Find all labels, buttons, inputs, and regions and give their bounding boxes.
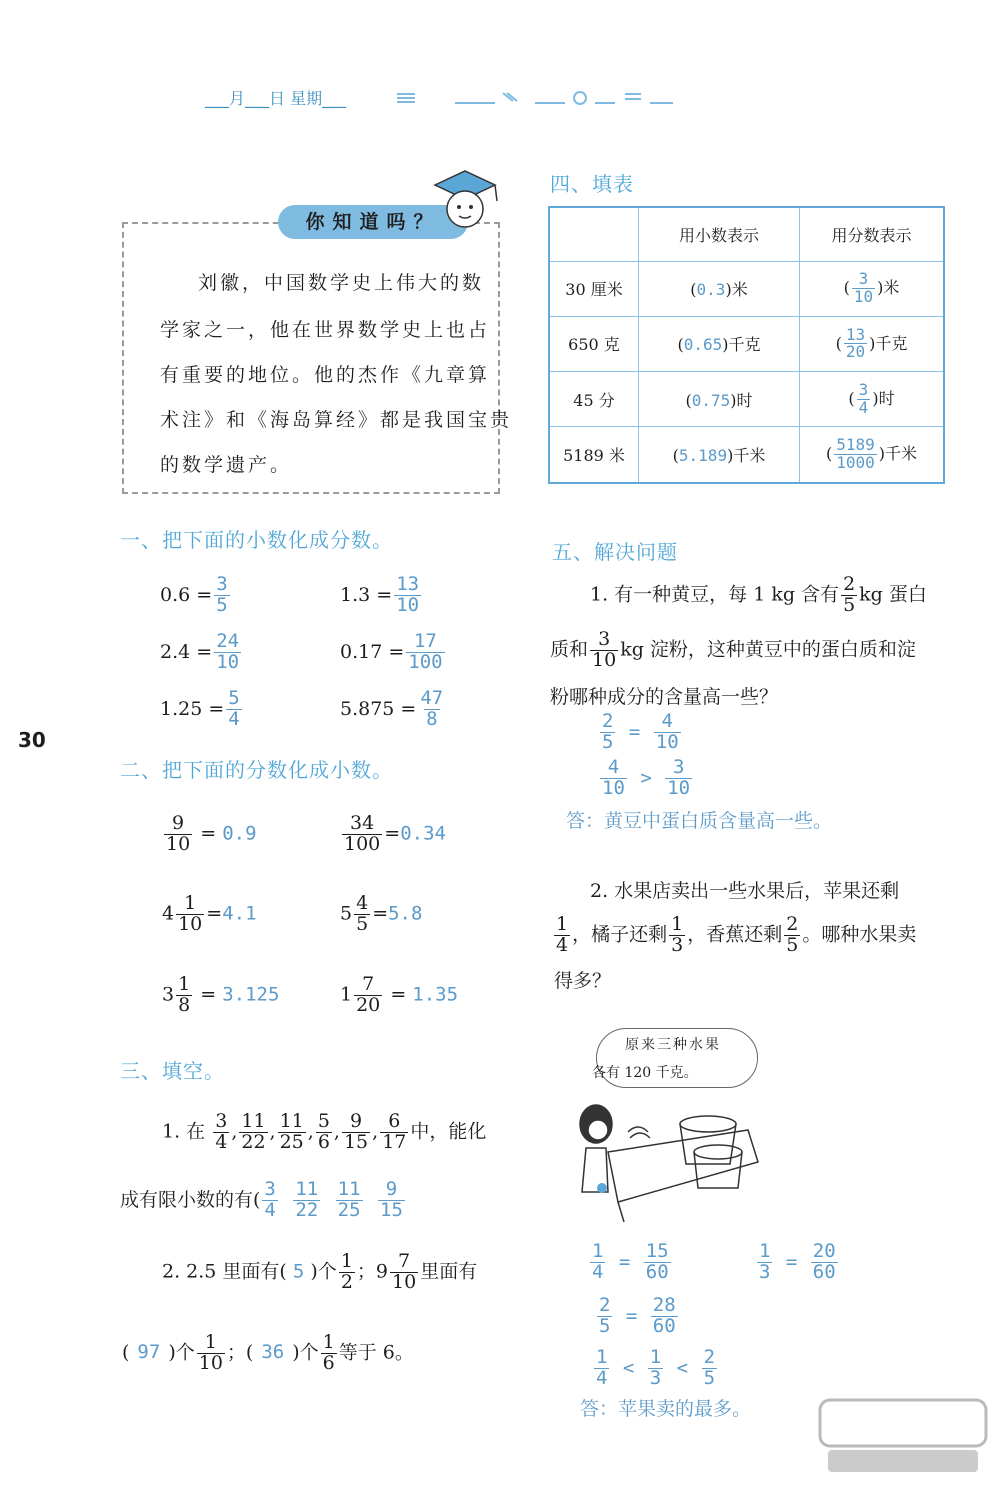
section-1-title: 一、把下面的小数化成分数。 <box>120 528 393 552</box>
s2-item-6: 1 $\frac{7}{20}$ = 1.35 <box>340 973 459 1016</box>
box-line-4: 术注》和《海岛算经》都是我国宝贵 <box>160 409 513 431</box>
s5-problem-1-line-3: 粉哪种成分的含量高一些？ <box>550 686 779 708</box>
s2-item-1: $\frac{9}{10}$ = 0.9 <box>166 812 257 855</box>
scholar-mascot-icon <box>425 163 505 233</box>
s5-problem-2-work-3: $\frac{2}{5}$ = $\frac{28}{60}$ <box>599 1294 676 1337</box>
s5-problem-1-work-2: $\frac{4}{10}$ > $\frac{3}{10}$ <box>602 756 691 799</box>
section-5-title: 五、解决问题 <box>552 540 678 564</box>
did-you-know-title: 你知道吗？ <box>278 205 468 239</box>
s5-problem-1-answer: 答：黄豆中蛋白质含量高一些。 <box>566 810 833 832</box>
table-row-label: 5189 米 <box>549 427 639 483</box>
fruit-shop-illustration <box>568 1092 768 1222</box>
s1-item-4: 0.17 = $\frac{17}{100}$ <box>340 630 443 673</box>
table-header-fraction: 用分数表示 <box>800 207 945 261</box>
s5-problem-2-work-1: $\frac{1}{4}$ = $\frac{15}{60}$ <box>592 1240 669 1283</box>
s2-item-3: 4 $\frac{1}{10}$ =4.1 <box>162 892 257 935</box>
s5-problem-2-work-4: $\frac{1}{4}$ < $\frac{1}{3}$ < $\frac{2}{5}$ <box>596 1346 716 1389</box>
section-3-title: 三、填空。 <box>120 1059 225 1083</box>
table-row-fraction: ( $\frac{3}{10}$ )米 <box>800 261 945 316</box>
section-2-title: 二、把下面的分数化成小数。 <box>120 758 393 782</box>
s1-item-1: 0.6 = $\frac{3}{5}$ <box>160 573 228 616</box>
s5-problem-1-work-1: $\frac{2}{5}$ = $\frac{4}{10}$ <box>602 710 679 753</box>
s5-problem-2-line-3: 得多？ <box>554 970 612 992</box>
table-row-decimal: (5.189)千米 <box>639 427 800 483</box>
table-row-fraction: ( $\frac{13}{20}$ )千克 <box>800 316 945 371</box>
box-line-1: 刘徽，中国数学史上伟大的数 <box>198 272 485 294</box>
box-line-3: 有重要的地位。他的杰作《九章算 <box>160 364 491 386</box>
s5-problem-1-line-2: 质和 $\frac{3}{10}$ kg 淀粉，这种黄豆中的蛋白质和淀 <box>550 628 916 671</box>
table-row-decimal: (0.3)米 <box>639 261 800 316</box>
s5-problem-1-line-1: 1. 有一种黄豆，每 1 kg 含有 $\frac{2}{5}$ kg 蛋白 <box>590 573 927 616</box>
s5-problem-2-work-2: $\frac{1}{3}$ = $\frac{20}{60}$ <box>759 1240 836 1283</box>
s2-item-5: 3 $\frac{1}{8}$ = 3.125 <box>162 973 280 1016</box>
table-row-fraction: ( $\frac{5189}{1000}$ )千米 <box>800 427 945 483</box>
s1-item-2: 1.3 = $\frac{13}{10}$ <box>340 573 420 616</box>
s1-item-3: 2.4 = $\frac{24}{10}$ <box>160 630 240 673</box>
s3-question-2-line-2: ( 97 )个 $\frac{1}{10}$ ；( 36 )个 $\frac{1}{6}$ 等于 6。 <box>122 1331 414 1374</box>
s2-item-4: 5 $\frac{4}{5}$ =5.8 <box>340 892 423 935</box>
page-number: 30 <box>18 728 46 752</box>
table-row-label: 45 分 <box>549 372 639 427</box>
s5-problem-2-answer: 答：苹果卖的最多。 <box>580 1398 752 1420</box>
speech-bubble-line-2: 各有 120 千克。 <box>592 1065 698 1081</box>
table-row-label: 30 厘米 <box>549 261 639 316</box>
header-decoration <box>385 90 675 104</box>
table-row-fraction: ( $\frac{3}{4}$ )时 <box>800 372 945 427</box>
table-row-label: 650 克 <box>549 316 639 371</box>
speech-bubble-line-1: 原来三种水果 <box>625 1037 721 1053</box>
s3-question-1-line-1: 1. 在 $\frac{3}{4}$ , $\frac{11}{22}$ , $\frac{11}{25}$ , $\frac{5}{6}$ , $\frac{9}{15}$ , $\frac{6}{17}$ 中，能化 <box>162 1110 487 1153</box>
table-header-empty <box>549 207 639 261</box>
s2-item-2: $\frac{34}{100}$ =0.34 <box>344 812 446 855</box>
s1-item-6: 5.875 = $\frac{47}{8}$ <box>340 687 444 730</box>
s5-problem-2-line-2: $\frac{1}{4}$ ，橘子还剩 $\frac{1}{3}$ ，香蕉还剩 $\frac{2}{5}$ 。哪种水果卖 <box>556 913 917 956</box>
section-4-title: 四、填表 <box>550 172 634 196</box>
box-line-2: 学家之一，他在世界数学史上也占 <box>160 319 491 341</box>
s1-item-5: 1.25 = $\frac{5}{4}$ <box>160 687 240 730</box>
table-row-decimal: (0.65)千克 <box>639 316 800 371</box>
weather-icons-decoration <box>385 91 675 105</box>
table-row-decimal: (0.75)时 <box>639 372 800 427</box>
s3-question-2-line-1: 2. 2.5 里面有( 5 )个 $\frac{1}{2}$ ；9 $\frac{7}{10}$ 里面有 <box>162 1250 478 1293</box>
fill-table <box>548 206 945 484</box>
table-header-decimal: 用小数表示 <box>639 207 800 261</box>
header-date-line: ___月___日 星期___ <box>205 89 347 108</box>
s5-problem-2-line-1: 2. 水果店卖出一些水果后，苹果还剩 <box>590 880 900 902</box>
s3-question-1-line-2: 成有限小数的有( $\frac{3}{4}$ $\frac{11}{22}$ $\frac{11}{25}$ $\frac{9}{15}$ <box>120 1178 403 1221</box>
box-line-5: 的数学遗产。 <box>160 454 293 476</box>
watermark-logo <box>818 1398 988 1476</box>
